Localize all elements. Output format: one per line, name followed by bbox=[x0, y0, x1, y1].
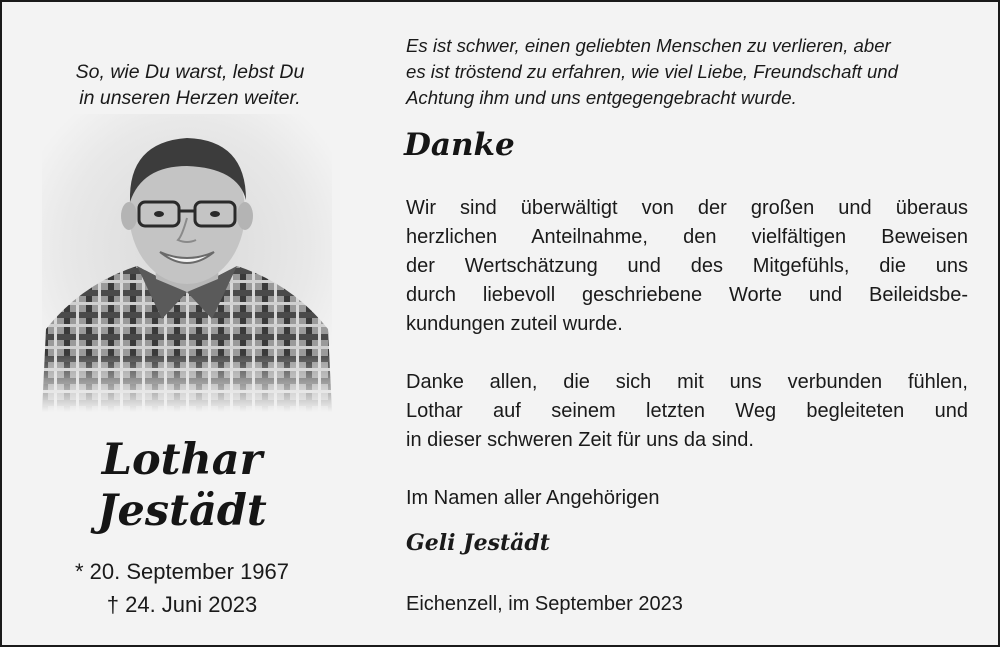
thanks-paragraph-2 bbox=[406, 368, 968, 455]
motto bbox=[32, 59, 348, 111]
signer-name: Geli Jestädt bbox=[406, 530, 550, 556]
heading-danke: Danke bbox=[404, 127, 515, 163]
paragraph-line: der Wertschätzung und des Mitgefühls, die uns bbox=[406, 255, 968, 277]
intro-line: Achtung ihm und uns entgegengebracht wurde. bbox=[406, 87, 797, 108]
portrait-photo bbox=[42, 114, 332, 412]
paragraph-line: Danke allen, die sich mit uns verbunden fühlen, bbox=[406, 371, 968, 393]
paragraph-line: in dieser schweren Zeit für uns da sind. bbox=[406, 429, 754, 451]
paragraph-line: Wir sind überwältigt von der großen und überaus bbox=[406, 197, 968, 219]
intro-line: Es ist schwer, einen geliebten Menschen zu verlieren, aber bbox=[406, 35, 891, 56]
thanks-paragraph-1 bbox=[406, 194, 968, 339]
paragraph-line: kundungen zuteil wurde. bbox=[406, 313, 623, 335]
death-date: † 24. Juni 2023 bbox=[106, 592, 258, 617]
motto-line: So, wie Du warst, lebst Du bbox=[75, 61, 305, 83]
intro-line: es ist tröstend zu erfahren, wie viel Liebe, Freundschaft und bbox=[406, 61, 898, 82]
on-behalf-line: Im Namen aller Angehörigen bbox=[406, 487, 660, 509]
deceased-last-name: Jestädt bbox=[97, 486, 267, 536]
paragraph-line: durch liebevoll geschriebene Worte und Beileidsbe- bbox=[406, 284, 968, 306]
birth-date: * 20. September 1967 bbox=[74, 559, 290, 584]
intro-text bbox=[406, 33, 968, 111]
place-and-date: Eichenzell, im September 2023 bbox=[406, 593, 683, 615]
motto-line: in unseren Herzen weiter. bbox=[79, 87, 301, 109]
right-column bbox=[406, 2, 968, 645]
left-column bbox=[2, 2, 374, 645]
deceased-first-name: Lothar bbox=[101, 435, 263, 485]
paragraph-line: herzlichen Anteilnahme, den vielfältigen Beweisen bbox=[406, 226, 968, 248]
paragraph-line: Lothar auf seinem letzten Weg begleiteten und bbox=[406, 400, 968, 422]
